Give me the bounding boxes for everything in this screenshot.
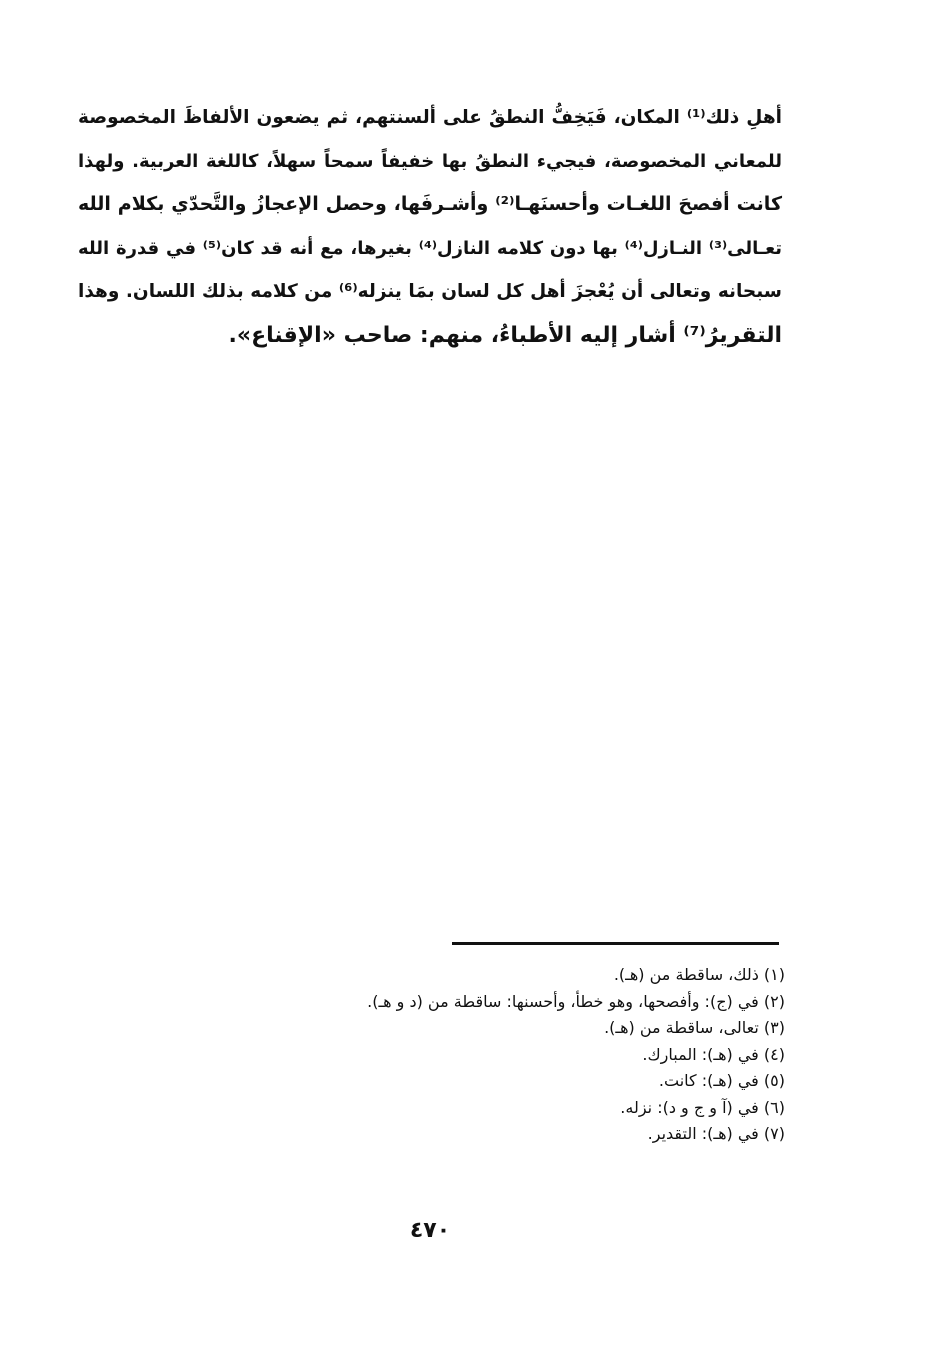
main-text-block [78,96,782,357]
main-text-line: التقريرُ⁽⁷⁾ أشار إليه الأطباءُ، منهم: صاحب «الإقناع». [228,322,782,348]
main-text-line: للمعاني المخصوصة، فيجيء النطقُ بها خفيفاً سمحاً سهلاً، كاللغة العربية. ولهذا [78,150,782,172]
footnote: (٤) في (هـ): المبارك. [642,1044,785,1064]
footnote: (٢) في (ج): وأفصحها، وهو خطأ، وأحسنها: ساقطة من (د و هـ). [367,991,785,1011]
main-text-line: سبحانه وتعالى أن يُعْجزَ أهل كل لسان بمَا ينزله⁽⁶⁾ من كلامه بذلك اللسان. وهذا [78,281,783,302]
footnote: (٧) في (هـ): التقدير. [647,1124,785,1143]
page-number: ٤٧٠ [409,1218,451,1243]
main-text-line: تعـالى⁽³⁾ النـازل⁽⁴⁾ بها دون كلامه النازل⁽⁴⁾ بغيرها، مع أنه قد كان⁽⁵⁾ في قدرة الله [78,237,782,259]
footnotes [265,962,785,1148]
footnote: (٥) في (هـ): كانت. [658,1071,785,1090]
footnote: (٣) تعالى، ساقطة من (هـ). [604,1018,785,1037]
main-text-line: كانت أفصحَ اللغـات وأحسنَهـا⁽²⁾ وأشـرفَها، وحصل الإعجازُ والتَّحدّي بكلام الله [78,193,782,215]
footnote: (٦) في (آ و ج و د): نزله. [620,1097,785,1117]
footnote: (١) ذلك، ساقطة من (هـ). [613,965,785,984]
main-text-line: أهلِ ذلك⁽¹⁾ المكان، فَيَخِفُّ النطقُ على ألسنتهم، ثم يضعون الألفاظَ المخصوصة [78,107,782,128]
footnote-separator [452,942,779,945]
